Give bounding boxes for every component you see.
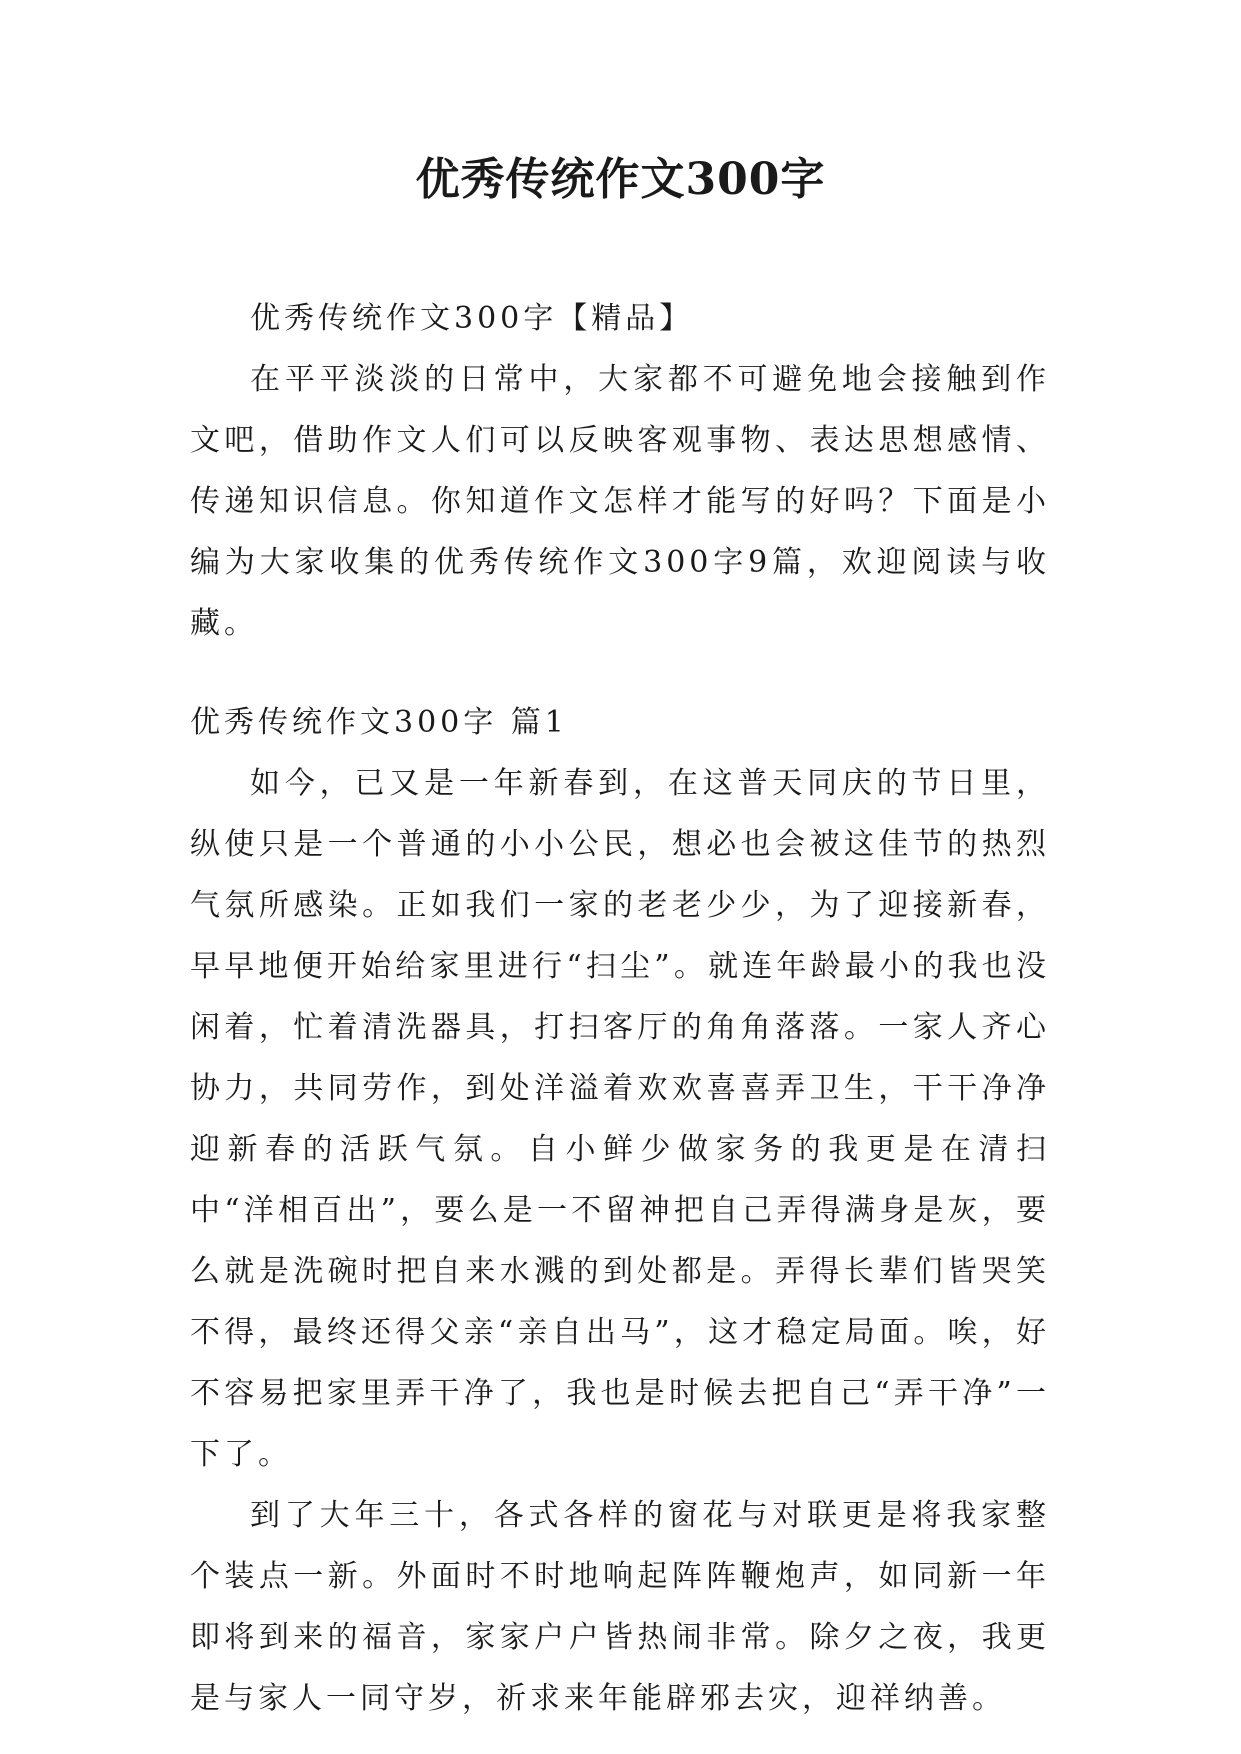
- document-title: 优秀传统作文300字: [415, 154, 826, 205]
- body-paragraph-2: 到了大年三十，各式各样的窗花与对联更是将我家整个装点一新。外面时不时地响起阵阵鞭炮声，如同新一年即将到来的福音，家家户户皆热闹非常。除夕之夜，我更是与家人一同守岁，祈求来年能辟邪去灾，迎祥纳善。: [190, 1498, 1050, 1716]
- body-paragraph-1: 如今，已又是一年新春到，在这普天同庆的节日里，纵使只是一个普通的小小公民，想必也会被这佳节的热烈气氛所感染。正如我们一家的老老少少，为了迎接新春，早早地便开始给家里进行“扫尘”。就连年龄最小的我也没闲着，忙着清洗器具，打扫客厅的角角落落。一家人齐心协力，共同劳作，到处洋溢着欢欢喜喜弄卫生，干干净净迎新春的活跃气氛。自小鲜少做家务的我更是在清扫中“洋相百出”，要么是一不留神把自己弄得满身是灰，要么就是洗碗时把自来水溅的到处都是。弄得长辈们皆哭笑不得，最终还得父亲“亲自出马”，这才稳定局面。唉，好不容易把家里弄干净了，我也是时候去把自己“弄干净”一下了。: [190, 766, 1050, 1472]
- section-heading: 优秀传统作文300字 篇1: [190, 705, 568, 740]
- document-body: [190, 288, 1050, 1729]
- document-subtitle: 优秀传统作文300字【精品】: [250, 301, 694, 336]
- intro-paragraph: 在平平淡淡的日常中，大家都不可避免地会接触到作文吧，借助作文人们可以反映客观事物、表达思想感情、传递知识信息。你知道作文怎样才能写的好吗？下面是小编为大家收集的优秀传统作文300字9篇，欢迎阅读与收藏。: [190, 362, 1050, 641]
